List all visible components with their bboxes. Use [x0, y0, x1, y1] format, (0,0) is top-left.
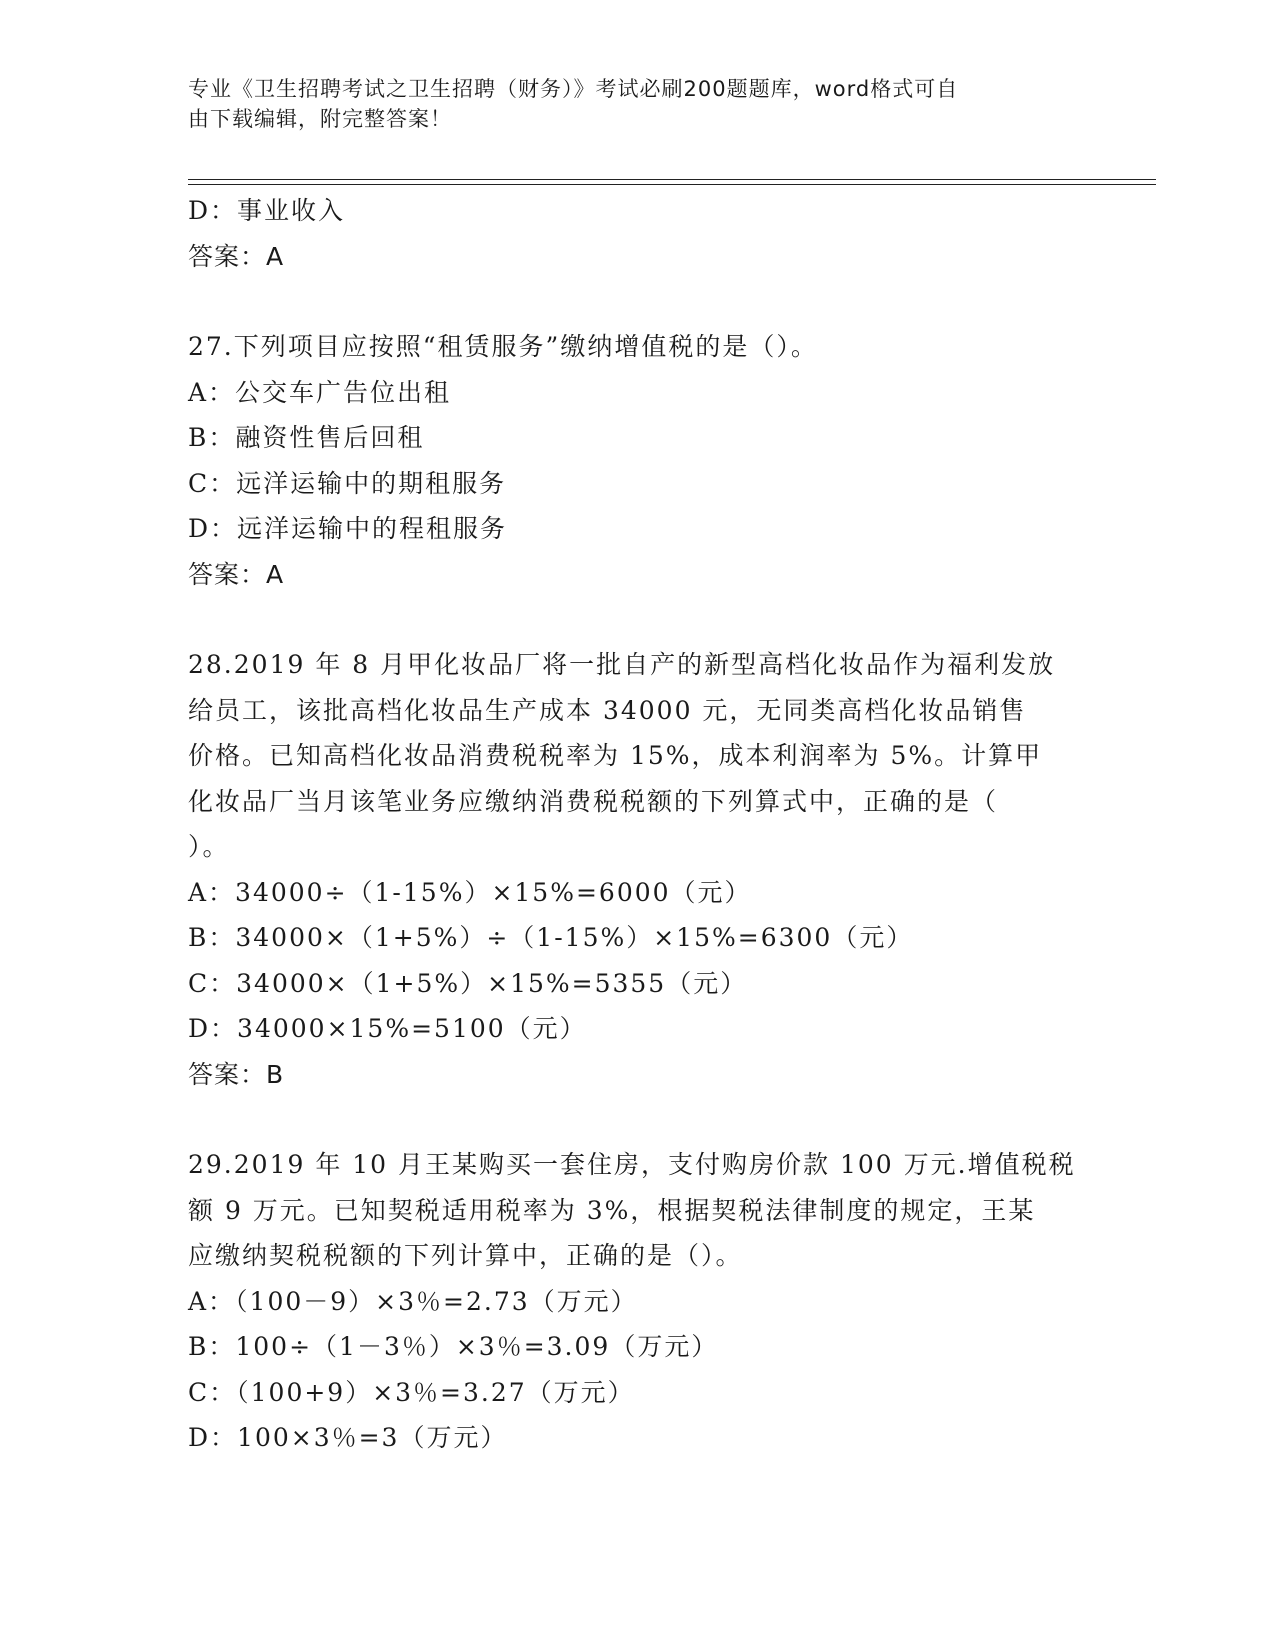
option-a: A：（100－9）×3％=2.73（万元） [188, 1286, 638, 1316]
question-content [188, 188, 1088, 1461]
option-b: B：34000×（1+5%）÷（1-15%）×15%=6300（元） [188, 923, 914, 952]
question-29 [188, 1142, 1088, 1461]
answer: 答案：A [188, 559, 285, 589]
option-c: C：远洋运输中的期租服务 [188, 468, 507, 498]
option-b: B：100÷（1－3％）×3％=3.09（万元） [188, 1332, 719, 1361]
question-stem-line: 化妆品厂当月该笔业务应缴纳消费税税额的下列算式中，正确的是（ [188, 786, 999, 816]
option-c: C：34000×（1+5%）×15%=5355（元） [188, 968, 748, 998]
question-stem-line: ）。 [188, 832, 230, 861]
header-rule-bottom [188, 184, 1156, 185]
option-d: D：100×3％=3（万元） [188, 1423, 508, 1452]
question-stem-line: 28.2019 年 8 月甲化妆品厂将一批自产的新型高档化妆品作为福利发放 [188, 650, 1056, 679]
question-stem-line: 应缴纳契税税额的下列计算中，正确的是（）。 [188, 1241, 743, 1270]
option-a: A：公交车广告位出租 [188, 377, 452, 407]
spacer [188, 1097, 1088, 1142]
option-d: D：34000×15%=5100（元） [188, 1014, 587, 1043]
question-stem: 27.下列项目应按照“租赁服务”缴纳增值税的是（）。 [188, 332, 818, 361]
prev-answer: 答案：A [188, 241, 285, 271]
option-d: D：远洋运输中的程租服务 [188, 514, 508, 543]
prev-option-d: D：事业收入 [188, 196, 346, 225]
spacer [188, 597, 1088, 642]
header-line-2: 由下载编辑，附完整答案！ [188, 107, 452, 131]
question-stem-line: 价格。已知高档化妆品消费税税率为 15%，成本利润率为 5%。计算甲 [188, 741, 1043, 770]
answer: 答案：B [188, 1059, 285, 1089]
spacer [188, 279, 1088, 324]
question-28 [188, 642, 1088, 1097]
option-c: C：（100+9）×3％=3.27（万元） [188, 1377, 635, 1407]
option-b: B：融资性售后回租 [188, 423, 425, 452]
header-rule-top [188, 179, 1156, 180]
option-a: A：34000÷（1-15%）×15%=6000（元） [188, 877, 752, 907]
question-stem-line: 29.2019 年 10 月王某购买一套住房，支付购房价款 100 万元.增值税税 [188, 1150, 1076, 1179]
header-line-1: 专业《卫生招聘考试之卫生招聘（财务）》考试必刷200题题库，word格式可自 [188, 77, 959, 101]
page-header [188, 74, 1068, 134]
question-stem-line: 给员工，该批高档化妆品生产成本 34000 元，无同类高档化妆品销售 [188, 695, 1027, 725]
question-stem-line: 额 9 万元。已知契税适用税率为 3%，根据契税法律制度的规定，王某 [188, 1195, 1036, 1225]
question-27 [188, 324, 1088, 597]
